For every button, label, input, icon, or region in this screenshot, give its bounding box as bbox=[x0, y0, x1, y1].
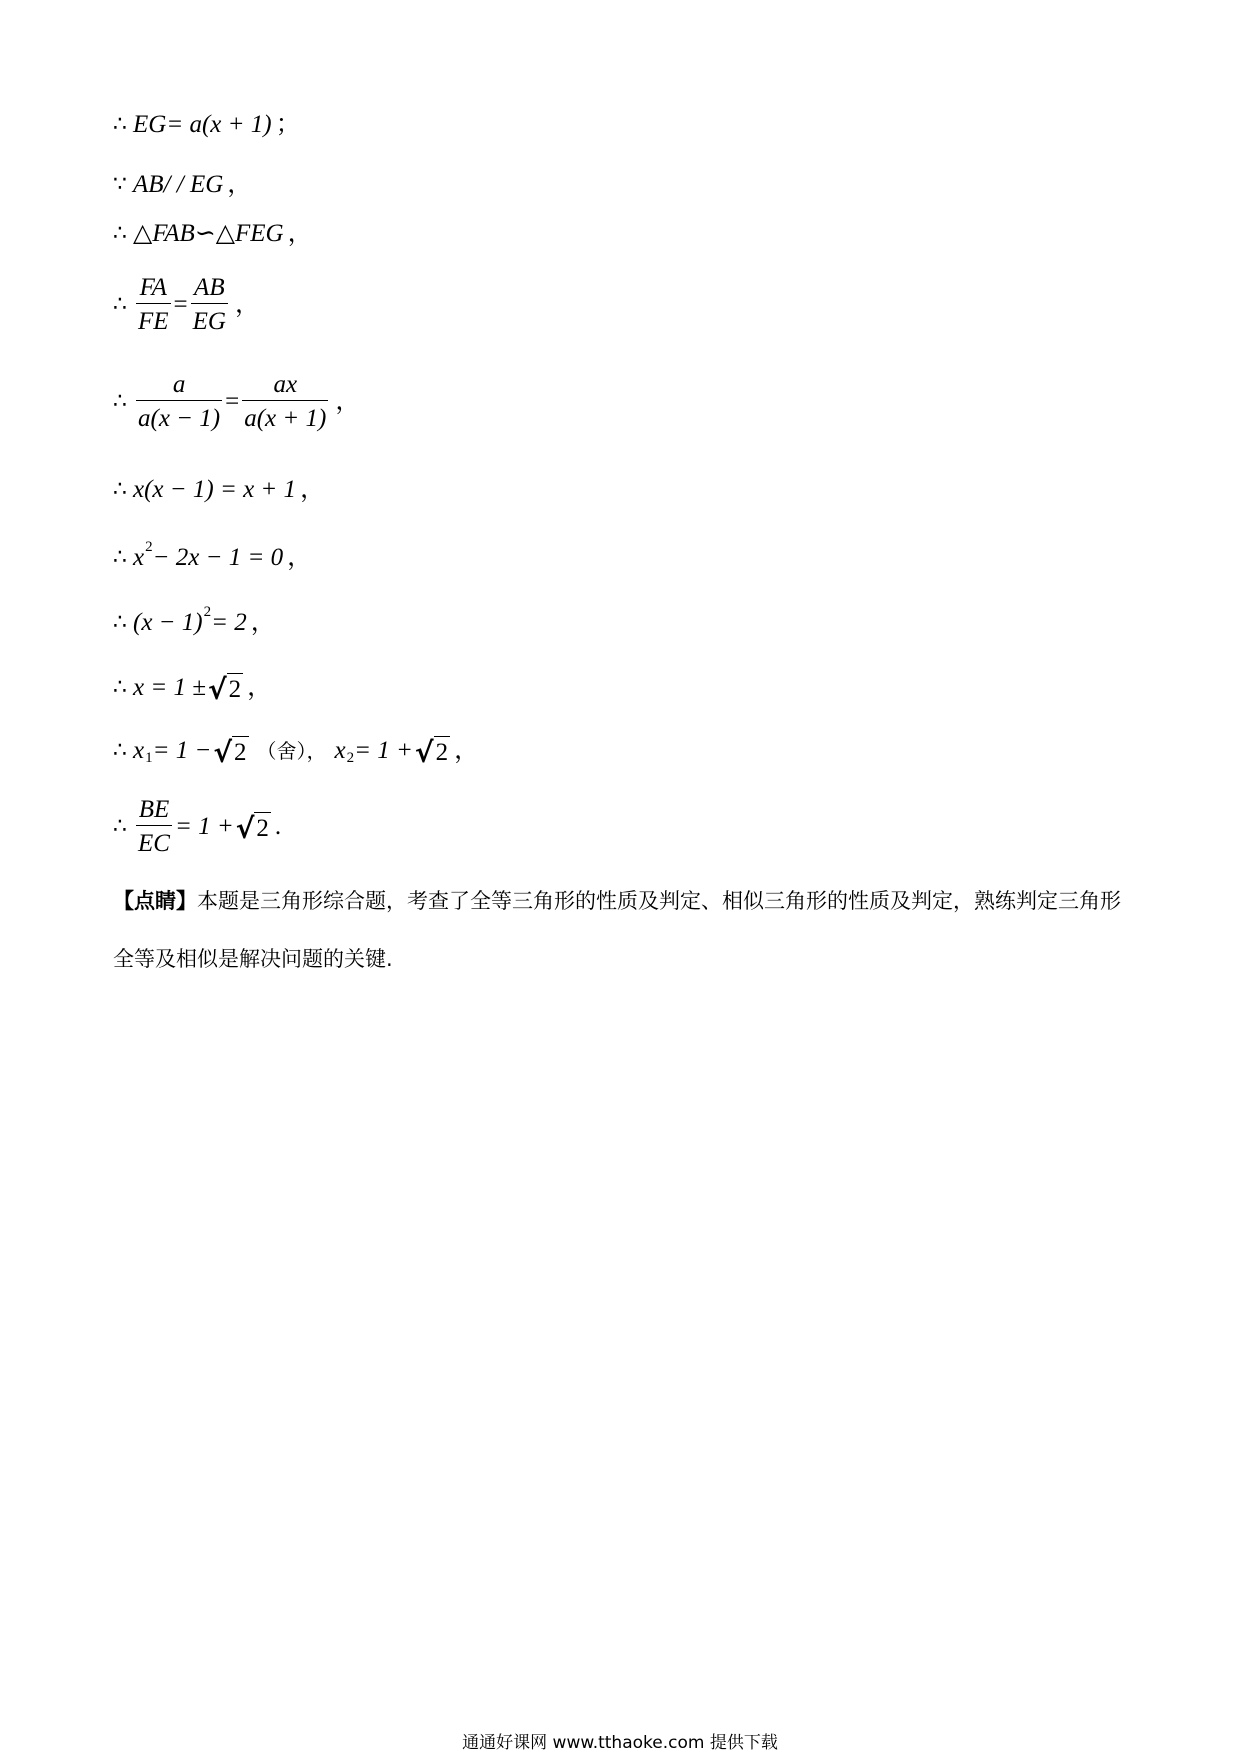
commentary-paragraph bbox=[113, 872, 1133, 988]
therefore-symbol: ∴ bbox=[113, 609, 127, 635]
because-symbol: ∵ bbox=[113, 171, 127, 197]
equation-line-11: ∴ $\frac{BE}{EC}$ = 1 + √ 2 . bbox=[113, 796, 282, 857]
equation-line-7: ∴ x 2 − 2x − 1 = 0 ， bbox=[113, 539, 313, 571]
therefore-symbol: ∴ bbox=[113, 220, 127, 246]
therefore-symbol: ∴ bbox=[113, 388, 127, 414]
exponent: 2 bbox=[145, 539, 153, 555]
equation-line-1: ∴ EG = a(x + 1) ； bbox=[113, 111, 301, 138]
equation-line-3: ∴ △FAB∽△FEG ， bbox=[113, 220, 313, 247]
therefore-symbol: ∴ bbox=[113, 111, 127, 137]
fraction: $\frac{FA}{FE}$ bbox=[138, 274, 169, 335]
square-root: √ 2 bbox=[207, 673, 242, 706]
therefore-symbol: ∴ bbox=[113, 737, 127, 763]
rejected-note: （舍）， bbox=[256, 738, 327, 763]
equation-line-9: ∴ x = 1 ± √ 2 ， bbox=[113, 673, 273, 706]
fraction: $\frac{AB}{EG}$ bbox=[192, 274, 226, 335]
therefore-symbol: ∴ bbox=[113, 544, 127, 570]
equation-line-5: ∴ $\frac{a}{a(x - 1)}$ = $\frac{ax}{a(x + 1)}$ ， bbox=[113, 371, 361, 432]
therefore-symbol: ∴ bbox=[113, 291, 127, 317]
fraction: $\frac{a}{a(x - 1)}$ bbox=[138, 371, 221, 432]
commentary-label: 【点睛】 bbox=[113, 889, 197, 913]
square-root: √ 2 bbox=[235, 812, 269, 845]
page-footer: 通通好课网 www.tthaoke.com 提供下载 bbox=[462, 1733, 778, 1753]
fraction: $\frac{BE}{EC}$ bbox=[138, 796, 170, 857]
therefore-symbol: ∴ bbox=[113, 674, 127, 700]
therefore-symbol: ∴ bbox=[113, 813, 127, 839]
square-root: √ 2 bbox=[414, 736, 449, 769]
subscript: 2 bbox=[346, 750, 355, 766]
equation-line-4: ∴ $\frac{FA}{FE}$ = $\frac{AB}{EG}$ ， bbox=[113, 274, 260, 335]
exponent: 2 bbox=[203, 604, 212, 620]
square-root: √ 2 bbox=[213, 736, 247, 769]
equation-line-10: ∴ x 1 = 1 − √ 2 （舍）， x 2 = 1 + √ 2 ， bbox=[113, 736, 480, 769]
subscript: 1 bbox=[145, 750, 153, 766]
therefore-symbol: ∴ bbox=[113, 476, 127, 502]
equation-line-8: ∴ (x − 1) 2 = 2 ， bbox=[113, 604, 276, 636]
commentary-text: 本题是三角形综合题，考查了全等三角形的性质及判定、相似三角形的性质及判定，熟练判定三角形全等及相似是解决问题的关键. bbox=[113, 889, 1121, 971]
equation-line-6: ∴ x(x − 1) = x + 1 ， bbox=[113, 476, 326, 503]
equation-line-2: ∵ AB / / EG ， bbox=[113, 171, 253, 198]
fraction: $\frac{ax}{a(x + 1)}$ bbox=[244, 371, 327, 432]
